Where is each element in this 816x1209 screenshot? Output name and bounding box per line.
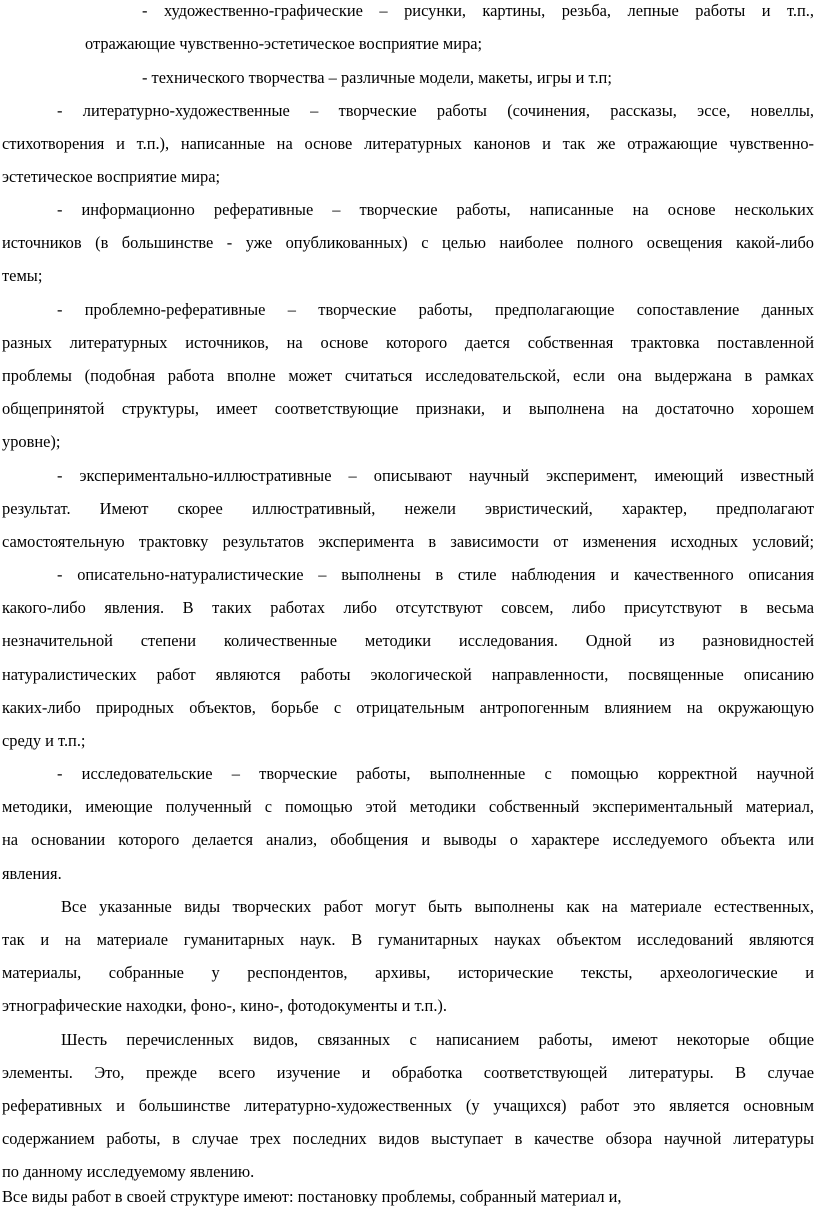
text-line: Шесть перечисленных видов, связанных с написанием работы, имеют некоторые общие xyxy=(61,1030,814,1049)
text-line: проблемы (подобная работа вполне может считаться исследовательской, если она выдержана в рамках xyxy=(2,366,814,385)
text-line: явления. xyxy=(2,864,62,883)
text-line: - литературно-художественные – творческие работы (сочинения, рассказы, эссе, новеллы, xyxy=(57,101,814,120)
text-line: источников (в большинстве - уже опубликованных) с целью наиболее полного освещения какой-либо xyxy=(2,233,814,252)
text-line: - экспериментально-иллюстративные – описывают научный эксперимент, имеющий известный xyxy=(57,466,814,485)
text-line: Все указанные виды творческих работ могут быть выполнены как на материале естественных, xyxy=(61,897,814,916)
text-line: - описательно-натуралистические – выполнены в стиле наблюдения и качественного описания xyxy=(57,565,814,584)
text-line: темы; xyxy=(2,266,43,285)
text-line: отражающие чувственно-эстетическое восприятие мира; xyxy=(85,34,483,53)
text-line: эстетическое восприятие мира; xyxy=(2,167,221,186)
text-line: какого-либо явления. В таких работах либо отсутствуют совсем, либо присутствуют в весьма xyxy=(2,598,814,617)
text-line: результат. Имеют скорее иллюстративный, нежели эвристический, характер, предполагают xyxy=(2,499,814,518)
text-line: натуралистических работ являются работы экологической направленности, посвященные описанию xyxy=(2,665,814,684)
text-line: уровне); xyxy=(2,432,61,451)
text-line: содержанием работы, в случае трех последних видов выступает в качестве обзора научной литературы xyxy=(2,1129,814,1148)
text-line: - художественно-графические – рисунки, картины, резьба, лепные работы и т.п., xyxy=(142,1,814,20)
text-line: этнографические находки, фоно-, кино-, фотодокументы и т.п.). xyxy=(2,996,447,1015)
text-line: Все виды работ в своей структуре имеют: постановку проблемы, собранный материал и, xyxy=(2,1187,622,1206)
text-line: самостоятельную трактовку результатов эксперимента в зависимости от изменения исходных условий; xyxy=(2,532,814,551)
text-line: реферативных и большинстве литературно-художественных (у учащихся) работ это является основным xyxy=(2,1096,814,1115)
text-line: каких-либо природных объектов, борьбе с отрицательным антропогенным влиянием на окружающую xyxy=(2,698,814,717)
text-line: элементы. Это, прежде всего изучение и обработка соответствующей литературы. В случае xyxy=(2,1063,814,1082)
text-line: - информационно реферативные – творческие работы, написанные на основе нескольких xyxy=(57,200,814,219)
text-line: материалы, собранные у респондентов, архивы, исторические тексты, археологические и xyxy=(2,963,814,982)
text-line: по данному исследуемому явлению. xyxy=(2,1162,255,1181)
text-line: стихотворения и т.п.), написанные на основе литературных канонов и так же отражающие чувственно- xyxy=(2,134,814,153)
text-line: общепринятой структуры, имеет соответствующие признаки, и выполнена на достаточно хорошем xyxy=(2,399,814,418)
text-line: методики, имеющие полученный с помощью этой методики собственный экспериментальный материал, xyxy=(2,797,814,816)
text-line: незначительной степени количественные методики исследования. Одной из разновидностей xyxy=(2,631,814,650)
text-line: так и на материале гуманитарных наук. В гуманитарных науках объектом исследований являются xyxy=(2,930,814,949)
text-line: среду и т.п.; xyxy=(2,731,86,750)
text-line: - технического творчества – различные модели, макеты, игры и т.п; xyxy=(142,68,612,87)
text-line: - проблемно-реферативные – творческие работы, предполагающие сопоставление данных xyxy=(57,300,814,319)
text-line: разных литературных источников, на основе которого дается собственная трактовка поставленной xyxy=(2,333,814,352)
text-line: - исследовательские – творческие работы, выполненные с помощью корректной научной xyxy=(57,764,814,783)
text-line: на основании которого делается анализ, обобщения и выводы о характере исследуемого объекта или xyxy=(2,830,814,849)
